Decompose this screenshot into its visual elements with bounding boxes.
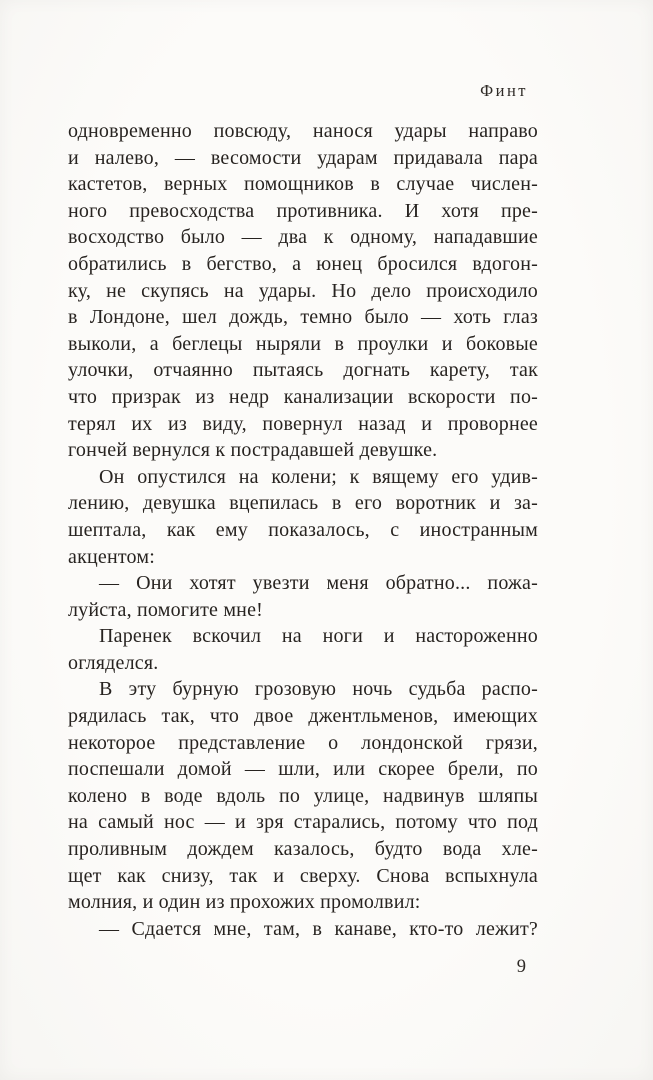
text-line: колено в воде вдоль по улице, надвинув шляпы: [68, 784, 538, 807]
text-line: терял их из виду, повернул назад и проворнее: [68, 412, 538, 435]
text-line: одновременно повсюду, нанося удары направо: [68, 120, 538, 142]
text-line: что призрак из недр канализации вскорости по-: [68, 385, 538, 408]
text-line: ного превосходства противника. И хотя пре-: [68, 199, 538, 222]
text-line: некоторое представление о лондонской грязи,: [68, 731, 538, 754]
text-line: акцентом:: [68, 545, 155, 568]
text-line: обратились в бегство, а юнец бросился вдогон-: [68, 252, 538, 275]
text-line: огляделся.: [68, 651, 159, 674]
text-line: Паренек вскочил на ноги и настороженно: [99, 625, 538, 648]
text-line: улочки, отчаянно пытаясь догнать карету, так: [68, 359, 538, 382]
text-line: Он опустился на колени; к вящему его удив-: [99, 465, 538, 488]
text-line: В эту бурную грозовую ночь судьба распо-: [99, 678, 538, 701]
text-line: в Лондоне, шел дождь, темно было — хоть глаз: [68, 306, 538, 329]
text-line: ку, не скупясь на удары. Но дело происходило: [68, 279, 538, 302]
running-header: Финт: [480, 81, 528, 100]
text-line: рядилась так, что двое джентльменов, имеющих: [68, 705, 538, 728]
text-line: и налево, — весомости ударам придавала пара: [68, 146, 538, 169]
text-line: поспешали домой — шли, или скорее брели, по: [68, 758, 538, 781]
text-line: щет как снизу, так и сверху. Снова вспыхнула: [68, 864, 538, 887]
text-line: молния, и один из прохожих промолвил:: [68, 891, 421, 914]
page-number: 9: [516, 957, 526, 977]
text-line: проливным дождем казалось, будто вода хле-: [68, 838, 538, 861]
text-line: лению, девушка вцепилась в его воротник и за-: [68, 492, 538, 515]
body-text: [68, 118, 538, 942]
text-line: на самый нос — и зря старались, потому что под: [68, 811, 538, 834]
text-line: луйста, помогите мне!: [68, 598, 264, 621]
text-line: восходство было — два к одному, нападавшие: [68, 226, 538, 249]
text-line: выколи, а беглецы ныряли в проулки и боковые: [68, 332, 538, 355]
text-line: гончей вернулся к пострадавшей девушке.: [68, 439, 438, 462]
text-line: шептала, как ему показалось, с иностранным: [68, 518, 538, 541]
text-line: — Сдается мне, там, в канаве, кто-то лежит?: [99, 917, 538, 940]
text-line: — Они хотят увезти меня обратно... пожа-: [99, 572, 538, 595]
text-line: кастетов, верных помощников в случае числен-: [68, 173, 538, 196]
